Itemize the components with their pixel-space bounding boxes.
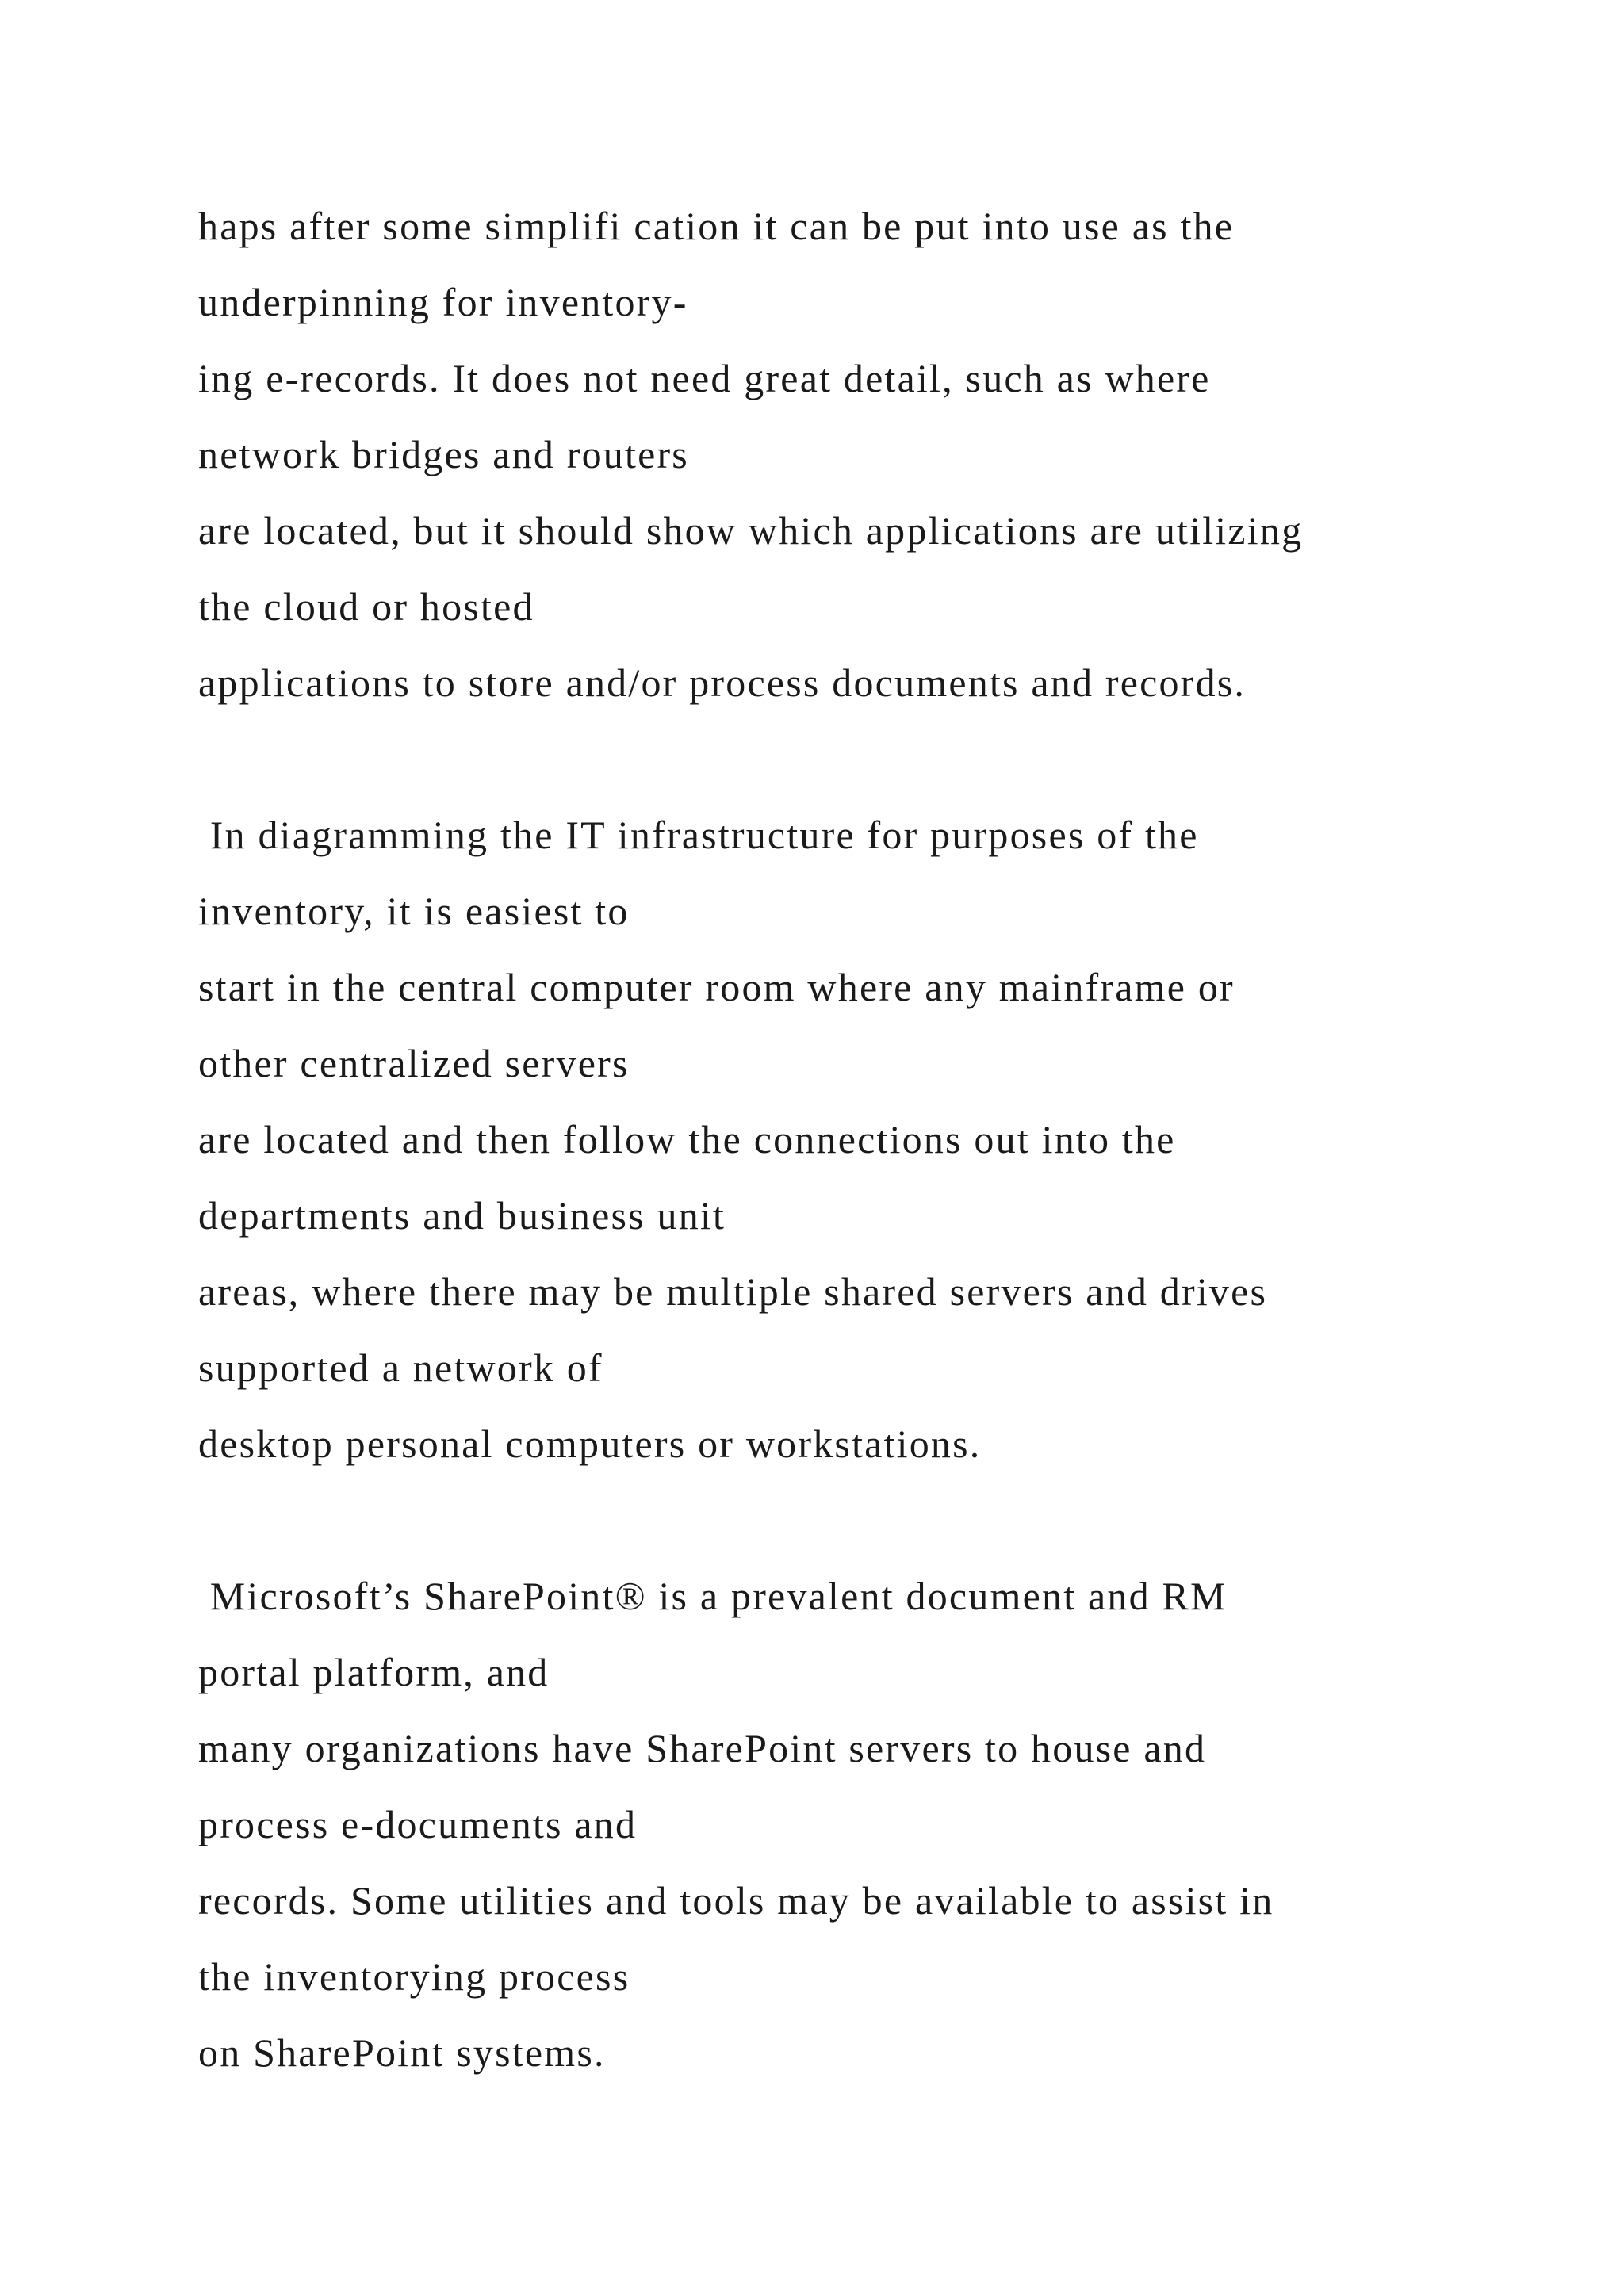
text-line: Microsoft’s SharePoint® is a prevalent document and RM <box>198 1574 1228 1618</box>
paragraph-spacer <box>198 721 1594 797</box>
text-line: records. Some utilities and tools may be available to assist in <box>198 1878 1274 1923</box>
text-line: process e-documents and <box>198 1802 638 1846</box>
text-line: inventory, it is easiest to <box>198 889 630 933</box>
text-line: the inventorying process <box>198 1954 630 1999</box>
text-line: other centralized servers <box>198 1041 630 1085</box>
paragraph-3 <box>198 1558 1594 2091</box>
text-line: on SharePoint systems. <box>198 2030 606 2075</box>
text-line: portal platform, and <box>198 1650 550 1694</box>
text-line: many organizations have SharePoint servers to house and <box>198 1726 1207 1770</box>
text-line: supported a network of <box>198 1345 603 1390</box>
text-line: In diagramming the IT infrastructure for purposes of the <box>198 813 1199 857</box>
text-line: network bridges and routers <box>198 432 689 476</box>
text-line: desktop personal computers or workstations. <box>198 1422 982 1466</box>
text-line: are located and then follow the connections out into the <box>198 1117 1176 1161</box>
paragraph-spacer <box>198 1482 1594 1558</box>
text-line: the cloud or hosted <box>198 584 534 629</box>
text-line: underpinning for inventory- <box>198 280 688 324</box>
text-line: areas, where there may be multiple shared servers and drives <box>198 1269 1268 1314</box>
text-line: ing e-records. It does not need great detail, such as where <box>198 356 1211 400</box>
text-line: are located, but it should show which applications are utilizing <box>198 508 1304 553</box>
paragraph-2 <box>198 797 1594 1482</box>
text-line: haps after some simplifi cation it can be put into use as the <box>198 204 1235 248</box>
text-line: start in the central computer room where any mainframe or <box>198 965 1235 1009</box>
text-line: departments and business unit <box>198 1193 726 1238</box>
paragraph-1 <box>198 188 1594 721</box>
document-body <box>198 188 1594 2091</box>
text-line: applications to store and/or process documents and records. <box>198 660 1247 705</box>
